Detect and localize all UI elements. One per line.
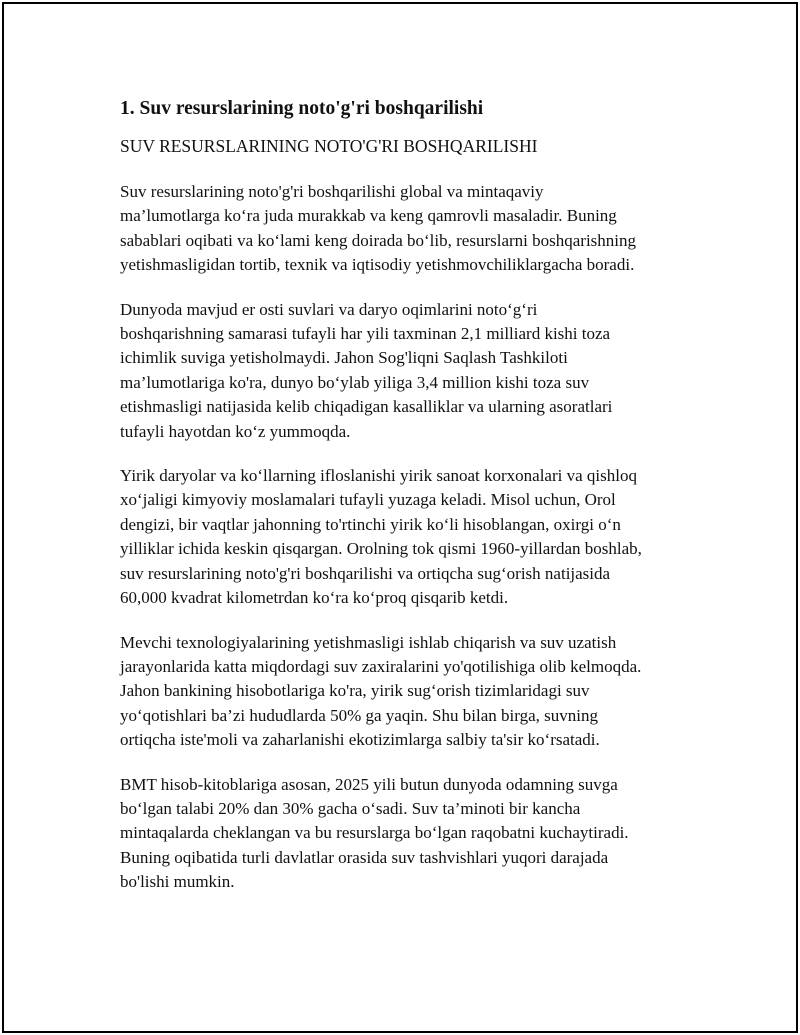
paragraph-4	[120, 631, 710, 753]
paragraph-line: Dunyoda mavjud er osti suvlari va daryo oqimlarini noto‘g‘ri	[120, 299, 538, 319]
paragraph-line: tufayli hayotdan ko‘z yummoqda.	[120, 421, 351, 441]
paragraph-line: Suv resurslarining noto'g'ri boshqarilishi global va mintaqaviy	[120, 182, 544, 201]
paragraph-line: Yirik daryolar va ko‘llarning ifloslanishi yirik sanoat korxonalari va qishloq	[120, 466, 637, 486]
paragraph-line: xo‘jaligi kimyoviy moslamalari tufayli yuzaga keladi. Misol uchun, Orol	[120, 490, 616, 510]
paragraph-line: ortiqcha iste'moli va zaharlanishi ekotizimlarga salbiy ta'sir ko‘rsatadi.	[120, 730, 600, 750]
paragraph-line: sabablari oqibati va ko‘lami keng doirada bo‘lib, resurslarni boshqarishning	[120, 230, 637, 250]
paragraph-line: jarayonlarida katta miqdordagi suv zaxiralarini yo'qotilishiga olib kelmoqda.	[120, 656, 642, 676]
paragraph-line: ichimlik suviga yetisholmaydi. Jahon Sog'liqni Saqlash Tashkiloti	[120, 348, 568, 368]
document-page	[2, 2, 798, 1033]
paragraph-line: Jahon bankining hisobotlariga ko'ra, yirik sug‘orish tizimlaridagi suv	[120, 681, 590, 701]
paragraph-line: Buning oqibatida turli davlatlar orasida suv tashvishlari yuqori darajada	[120, 847, 609, 867]
paragraph-line: dengizi, bir vaqtlar jahonning to'rtinchi yirik ko‘li hisoblangan, oxirgi o‘n	[120, 514, 621, 534]
paragraph-line: yilliklar ichida keskin qisqargan. Orolning tok qismi 1960-yillardan boshlab,	[120, 539, 642, 559]
paragraph-line: ma’lumotlariga ko'ra, dunyo bo‘ylab yiliga 3,4 million kishi toza suv	[120, 372, 590, 392]
paragraph-line: BMT hisob-kitoblariga asosan, 2025 yili butun dunyoda odamning suvga	[120, 774, 618, 794]
paragraph-line: 60,000 kvadrat kilometrdan ko‘ra ko‘proq qisqarib ketdi.	[120, 588, 509, 608]
document-body	[120, 96, 710, 915]
paragraph-line: Mevchi texnologiyalarining yetishmasligi ishlab chiqarish va suv uzatish	[120, 632, 617, 652]
paragraph-line: bo‘lgan talabi 20% dan 30% gacha o‘sadi. Suv ta’minoti bir kancha	[120, 798, 581, 818]
paragraph-3	[120, 464, 710, 610]
paragraph-line: yo‘qotishlari ba’zi hududlarda 50% ga yaqin. Shu bilan birga, suvning	[120, 705, 598, 725]
section-subheading: SUV RESURSLARINING NOTO'G'RI BOSHQARILISHI	[120, 136, 538, 156]
section-heading: 1. Suv resurslarining noto'g'ri boshqarilishi	[120, 98, 484, 119]
paragraph-line: etishmasligi natijasida kelib chiqadigan kasalliklar va ularning asoratlari	[120, 397, 613, 417]
paragraph-line: boshqarishning samarasi tufayli har yili taxminan 2,1 milliard kishi toza	[120, 324, 611, 344]
paragraph-2	[120, 298, 710, 444]
paragraph-1	[120, 180, 710, 278]
paragraph-line: yetishmasligidan tortib, texnik va iqtisodiy yetishmovchiliklargacha boradi.	[120, 255, 635, 275]
paragraph-line: suv resurslarining noto'g'ri boshqarilishi va ortiqcha sug‘orish natijasida	[120, 563, 611, 583]
paragraph-line: ma’lumotlarga ko‘ra juda murakkab va keng qamrovli masaladir. Buning	[120, 206, 617, 226]
paragraph-5	[120, 773, 710, 895]
paragraph-line: bo'lishi mumkin.	[120, 872, 235, 892]
paragraph-line: mintaqalarda cheklangan va bu resurslarga bo‘lgan raqobatni kuchaytiradi.	[120, 823, 629, 843]
